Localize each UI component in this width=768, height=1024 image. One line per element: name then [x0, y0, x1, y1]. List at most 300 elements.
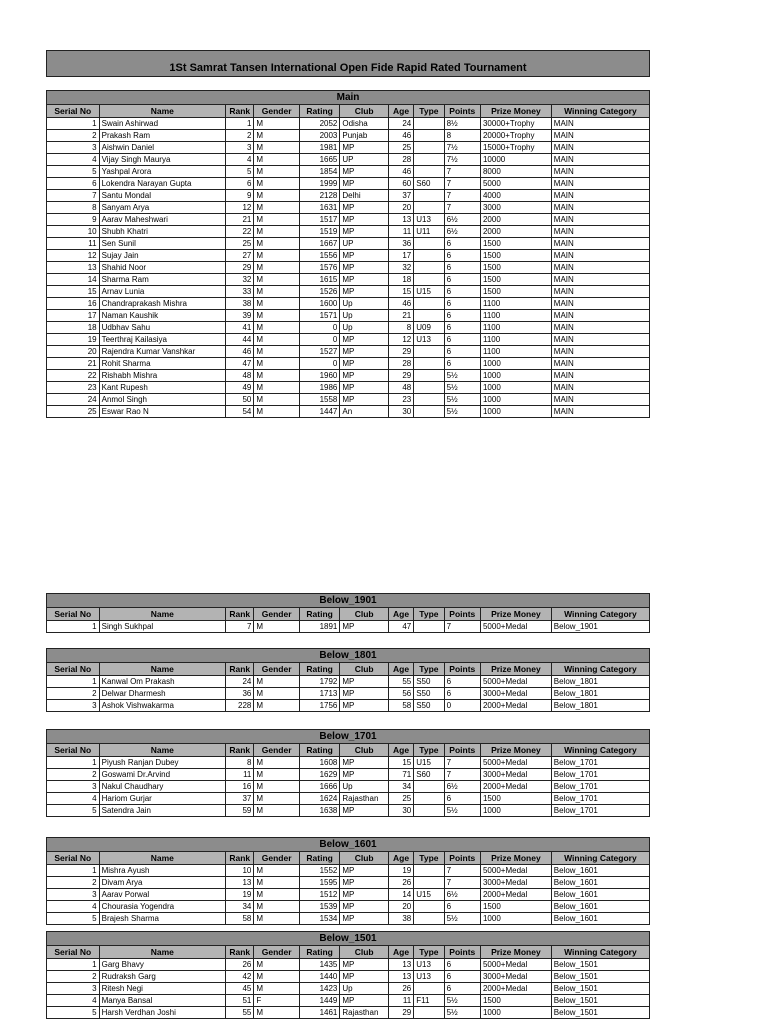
- column-header: Gender: [254, 744, 300, 757]
- table-cell: Kant Rupesh: [99, 382, 225, 394]
- table-cell: 1960: [299, 370, 339, 382]
- table-cell: 29: [388, 346, 413, 358]
- table-cell: [414, 913, 444, 925]
- table-cell: MP: [340, 901, 389, 913]
- table-cell: MP: [340, 769, 389, 781]
- table-cell: Piyush Ranjan Dubey: [99, 757, 225, 769]
- table-cell: M: [254, 406, 300, 418]
- table-cell: 19: [388, 865, 413, 877]
- table-cell: 8000: [480, 166, 551, 178]
- table-cell: 7½: [444, 142, 480, 154]
- table-cell: 15: [47, 286, 100, 298]
- column-header: Points: [444, 105, 480, 118]
- column-header: Gender: [254, 852, 300, 865]
- table-cell: U13: [414, 214, 444, 226]
- table-cell: MAIN: [551, 250, 649, 262]
- table-row: [47, 913, 650, 925]
- table-cell: 5000: [480, 178, 551, 190]
- table-cell: 1595: [299, 877, 339, 889]
- table-cell: 44: [226, 334, 254, 346]
- table-cell: Rajasthan: [340, 1007, 389, 1019]
- table-cell: [414, 142, 444, 154]
- table-cell: Hariom Gurjar: [99, 793, 225, 805]
- table-cell: U13: [414, 959, 444, 971]
- table-cell: 2000: [480, 226, 551, 238]
- table-cell: Aishwin Daniel: [99, 142, 225, 154]
- table-cell: 1792: [299, 676, 339, 688]
- table-cell: 1665: [299, 154, 339, 166]
- table-cell: 13: [226, 877, 254, 889]
- table-cell: MP: [340, 865, 389, 877]
- table-cell: 1100: [480, 334, 551, 346]
- header-row: [47, 608, 650, 621]
- table-cell: 2000+Medal: [480, 781, 551, 793]
- column-header: Name: [99, 852, 225, 865]
- column-header: Prize Money: [480, 663, 551, 676]
- table-cell: 1713: [299, 688, 339, 700]
- table-cell: Below_1801: [551, 676, 649, 688]
- table-cell: 1500: [480, 250, 551, 262]
- table-cell: M: [254, 394, 300, 406]
- table-cell: 7: [444, 202, 480, 214]
- table-cell: M: [254, 889, 300, 901]
- table-row: [47, 190, 650, 202]
- table-cell: M: [254, 190, 300, 202]
- table-cell: 5: [47, 805, 100, 817]
- table-row: [47, 971, 650, 983]
- table-cell: MP: [340, 346, 389, 358]
- table-cell: UP: [340, 238, 389, 250]
- table-cell: 7: [444, 166, 480, 178]
- table-cell: 16: [47, 298, 100, 310]
- table-row: [47, 178, 650, 190]
- table-cell: 26: [388, 877, 413, 889]
- table-cell: MP: [340, 700, 389, 712]
- column-header: Type: [414, 744, 444, 757]
- table-cell: Mishra Ayush: [99, 865, 225, 877]
- table-cell: 1519: [299, 226, 339, 238]
- section-below-1801: [46, 648, 650, 712]
- table-cell: 37: [226, 793, 254, 805]
- table-cell: 6½: [444, 214, 480, 226]
- table-cell: Yashpal Arora: [99, 166, 225, 178]
- table-cell: 29: [388, 370, 413, 382]
- table-cell: Garg Bhavy: [99, 959, 225, 971]
- table-cell: Below_1601: [551, 865, 649, 877]
- table-cell: MAIN: [551, 190, 649, 202]
- table-cell: 2: [47, 971, 100, 983]
- table-row: [47, 370, 650, 382]
- table-cell: 1100: [480, 322, 551, 334]
- table-cell: M: [254, 805, 300, 817]
- table-cell: 55: [388, 676, 413, 688]
- column-header: Name: [99, 744, 225, 757]
- table-cell: Naman Kaushik: [99, 310, 225, 322]
- table-cell: Up: [340, 983, 389, 995]
- table-cell: Sharma Ram: [99, 274, 225, 286]
- column-header: Type: [414, 608, 444, 621]
- table-cell: 1527: [299, 346, 339, 358]
- table-cell: 1891: [299, 621, 339, 633]
- column-header: Prize Money: [480, 744, 551, 757]
- table-cell: 1100: [480, 310, 551, 322]
- table-row: [47, 805, 650, 817]
- column-header: Club: [340, 744, 389, 757]
- table-cell: 14: [47, 274, 100, 286]
- table-cell: M: [254, 793, 300, 805]
- table-cell: 7: [444, 769, 480, 781]
- table-cell: Below_1701: [551, 769, 649, 781]
- table-cell: 0: [299, 334, 339, 346]
- table-cell: 1500: [480, 286, 551, 298]
- table-cell: 7: [47, 190, 100, 202]
- table-cell: M: [254, 382, 300, 394]
- table-cell: 58: [226, 913, 254, 925]
- table-cell: 30: [388, 406, 413, 418]
- table-cell: 47: [388, 621, 413, 633]
- table-cell: Up: [340, 310, 389, 322]
- table-cell: MAIN: [551, 310, 649, 322]
- table-cell: Rishabh Mishra: [99, 370, 225, 382]
- table-cell: 1756: [299, 700, 339, 712]
- table-cell: 1447: [299, 406, 339, 418]
- table-cell: 27: [226, 250, 254, 262]
- table-cell: 8: [444, 130, 480, 142]
- table-cell: 23: [47, 382, 100, 394]
- table-cell: 36: [388, 238, 413, 250]
- table-cell: M: [254, 334, 300, 346]
- table-cell: MAIN: [551, 274, 649, 286]
- table-cell: 26: [226, 959, 254, 971]
- table-cell: 18: [47, 322, 100, 334]
- table-cell: 5: [47, 913, 100, 925]
- table-cell: Below_1501: [551, 959, 649, 971]
- table-cell: 29: [388, 1007, 413, 1019]
- table-cell: [414, 358, 444, 370]
- table-row: [47, 769, 650, 781]
- table-cell: Below_1601: [551, 913, 649, 925]
- table-cell: [414, 781, 444, 793]
- table-cell: MAIN: [551, 154, 649, 166]
- table-cell: Below_1901: [551, 621, 649, 633]
- table-cell: Rajasthan: [340, 793, 389, 805]
- table-cell: 46: [388, 298, 413, 310]
- table-cell: MP: [340, 286, 389, 298]
- table-cell: 24: [226, 676, 254, 688]
- table-cell: MP: [340, 688, 389, 700]
- table-cell: Sanyam Arya: [99, 202, 225, 214]
- table-cell: 1512: [299, 889, 339, 901]
- table-cell: Aarav Maheshwari: [99, 214, 225, 226]
- table-cell: 45: [226, 983, 254, 995]
- table-cell: 25: [47, 406, 100, 418]
- table-cell: 13: [47, 262, 100, 274]
- table-cell: 6: [226, 178, 254, 190]
- section-below-1901: [46, 593, 650, 633]
- table-cell: 1: [47, 118, 100, 130]
- table-cell: 39: [226, 310, 254, 322]
- table-cell: MP: [340, 889, 389, 901]
- column-header: Rank: [226, 946, 254, 959]
- column-header: Rating: [299, 105, 339, 118]
- table-cell: 1615: [299, 274, 339, 286]
- table-cell: 4: [47, 154, 100, 166]
- table-cell: Arnav Lunia: [99, 286, 225, 298]
- table-cell: MP: [340, 805, 389, 817]
- table-cell: Below_1501: [551, 971, 649, 983]
- table-cell: 5½: [444, 382, 480, 394]
- table-cell: MP: [340, 971, 389, 983]
- table-cell: 7: [444, 877, 480, 889]
- table-cell: 0: [299, 322, 339, 334]
- table-row: [47, 757, 650, 769]
- column-header: Points: [444, 744, 480, 757]
- table-cell: 1624: [299, 793, 339, 805]
- column-header: Name: [99, 663, 225, 676]
- header-row: [47, 663, 650, 676]
- table-cell: MAIN: [551, 358, 649, 370]
- section-heading: Below_1701: [46, 729, 650, 743]
- table-cell: 5½: [444, 394, 480, 406]
- column-header: Club: [340, 105, 389, 118]
- table-cell: MP: [340, 166, 389, 178]
- column-header: Points: [444, 946, 480, 959]
- table-cell: [414, 250, 444, 262]
- table-cell: 10: [226, 865, 254, 877]
- table-cell: 2052: [299, 118, 339, 130]
- table-cell: 46: [226, 346, 254, 358]
- table-cell: [414, 238, 444, 250]
- table-cell: 20: [47, 346, 100, 358]
- table-cell: MAIN: [551, 262, 649, 274]
- table-cell: 4: [226, 154, 254, 166]
- table-cell: 1: [47, 865, 100, 877]
- table-cell: Ashok Vishwakarma: [99, 700, 225, 712]
- table-cell: MP: [340, 676, 389, 688]
- table-cell: Shahid Noor: [99, 262, 225, 274]
- table-cell: MP: [340, 142, 389, 154]
- section-below-1601: [46, 837, 650, 925]
- column-header: Points: [444, 852, 480, 865]
- table-cell: 5½: [444, 913, 480, 925]
- table-cell: 2: [47, 769, 100, 781]
- section-below-1501: [46, 931, 650, 1019]
- column-header: Rank: [226, 608, 254, 621]
- table-cell: MP: [340, 202, 389, 214]
- table-cell: Chourasia Yogendra: [99, 901, 225, 913]
- table-row: [47, 865, 650, 877]
- table-cell: 6: [47, 178, 100, 190]
- table-row: [47, 1007, 650, 1019]
- table-cell: 16: [226, 781, 254, 793]
- table-cell: 6: [444, 298, 480, 310]
- table-cell: U13: [414, 334, 444, 346]
- table-cell: MAIN: [551, 298, 649, 310]
- table-cell: MAIN: [551, 346, 649, 358]
- table-cell: Up: [340, 781, 389, 793]
- table-cell: 4000: [480, 190, 551, 202]
- table-cell: 6: [444, 358, 480, 370]
- table-cell: 20000+Trophy: [480, 130, 551, 142]
- table-cell: Delwar Dharmesh: [99, 688, 225, 700]
- table-cell: 1666: [299, 781, 339, 793]
- table-cell: 1: [226, 118, 254, 130]
- table-cell: MAIN: [551, 286, 649, 298]
- column-header: Club: [340, 852, 389, 865]
- table-cell: 1629: [299, 769, 339, 781]
- table-cell: 2000: [480, 214, 551, 226]
- column-header: Club: [340, 663, 389, 676]
- table-cell: 1423: [299, 983, 339, 995]
- table-row: [47, 202, 650, 214]
- table-cell: 36: [226, 688, 254, 700]
- table-cell: 1539: [299, 901, 339, 913]
- table-cell: MP: [340, 913, 389, 925]
- table-cell: 1500: [480, 901, 551, 913]
- table-cell: 11: [226, 769, 254, 781]
- column-header: Age: [388, 663, 413, 676]
- table-cell: 4: [47, 793, 100, 805]
- table-cell: 13: [388, 971, 413, 983]
- table-cell: 9: [47, 214, 100, 226]
- table-cell: M: [254, 757, 300, 769]
- table-row: [47, 310, 650, 322]
- table-cell: 1: [47, 757, 100, 769]
- table-cell: 1000: [480, 382, 551, 394]
- table-cell: M: [254, 238, 300, 250]
- column-header: Name: [99, 608, 225, 621]
- table-cell: 1638: [299, 805, 339, 817]
- table-cell: MP: [340, 877, 389, 889]
- column-header: Serial No: [47, 744, 100, 757]
- table-cell: Singh Sukhpal: [99, 621, 225, 633]
- table-cell: 5: [226, 166, 254, 178]
- section-heading: Below_1601: [46, 837, 650, 851]
- column-header: Winning Category: [551, 105, 649, 118]
- table-cell: 6: [444, 238, 480, 250]
- table-cell: MAIN: [551, 322, 649, 334]
- table-cell: MAIN: [551, 238, 649, 250]
- results-table: [46, 607, 650, 633]
- column-header: Type: [414, 105, 444, 118]
- table-cell: Delhi: [340, 190, 389, 202]
- table-cell: Prakash Ram: [99, 130, 225, 142]
- table-cell: 18: [388, 274, 413, 286]
- table-cell: M: [254, 274, 300, 286]
- table-cell: 12: [226, 202, 254, 214]
- table-cell: 1981: [299, 142, 339, 154]
- table-row: [47, 130, 650, 142]
- column-header: Gender: [254, 663, 300, 676]
- table-cell: M: [254, 370, 300, 382]
- table-cell: 6: [444, 346, 480, 358]
- table-cell: Ritesh Negi: [99, 983, 225, 995]
- column-header: Type: [414, 852, 444, 865]
- table-cell: 1000: [480, 394, 551, 406]
- table-cell: 5: [47, 1007, 100, 1019]
- column-header: Serial No: [47, 852, 100, 865]
- table-cell: Below_1501: [551, 1007, 649, 1019]
- table-cell: MAIN: [551, 142, 649, 154]
- table-cell: M: [254, 118, 300, 130]
- table-cell: Manya Bansal: [99, 995, 225, 1007]
- table-cell: 2000+Medal: [480, 889, 551, 901]
- column-header: Prize Money: [480, 608, 551, 621]
- page-title: 1St Samrat Tansen International Open Fide Rapid Rated Tournament: [46, 50, 650, 77]
- table-cell: M: [254, 310, 300, 322]
- table-cell: 37: [388, 190, 413, 202]
- table-cell: Rudraksh Garg: [99, 971, 225, 983]
- table-cell: An: [340, 406, 389, 418]
- column-header: Winning Category: [551, 608, 649, 621]
- table-row: [47, 358, 650, 370]
- column-header: Name: [99, 105, 225, 118]
- table-cell: 30000+Trophy: [480, 118, 551, 130]
- column-header: Club: [340, 608, 389, 621]
- results-table: [46, 851, 650, 925]
- table-cell: 3000+Medal: [480, 877, 551, 889]
- table-cell: 3: [47, 142, 100, 154]
- table-cell: MP: [340, 757, 389, 769]
- table-cell: M: [254, 358, 300, 370]
- table-cell: Below_1701: [551, 781, 649, 793]
- table-cell: 228: [226, 700, 254, 712]
- table-cell: 12: [47, 250, 100, 262]
- column-header: Winning Category: [551, 946, 649, 959]
- table-cell: MP: [340, 250, 389, 262]
- table-cell: MP: [340, 262, 389, 274]
- column-header: Name: [99, 946, 225, 959]
- column-header: Rating: [299, 608, 339, 621]
- table-cell: M: [254, 142, 300, 154]
- table-cell: [414, 262, 444, 274]
- table-cell: 20: [388, 202, 413, 214]
- table-cell: 34: [226, 901, 254, 913]
- table-cell: 1000: [480, 805, 551, 817]
- table-cell: Goswami Dr.Arvind: [99, 769, 225, 781]
- section-heading: Below_1901: [46, 593, 650, 607]
- table-cell: 34: [388, 781, 413, 793]
- table-row: [47, 262, 650, 274]
- table-cell: MP: [340, 394, 389, 406]
- table-cell: M: [254, 298, 300, 310]
- table-cell: Kanwal Om Prakash: [99, 676, 225, 688]
- table-cell: 5½: [444, 370, 480, 382]
- table-cell: [414, 166, 444, 178]
- table-cell: [414, 406, 444, 418]
- table-cell: 0: [299, 358, 339, 370]
- table-cell: 46: [388, 130, 413, 142]
- table-cell: 1449: [299, 995, 339, 1007]
- table-cell: 7: [444, 865, 480, 877]
- table-cell: 5000+Medal: [480, 865, 551, 877]
- table-cell: 6: [444, 334, 480, 346]
- table-cell: 1600: [299, 298, 339, 310]
- table-cell: [414, 805, 444, 817]
- table-cell: MAIN: [551, 130, 649, 142]
- table-cell: 1100: [480, 346, 551, 358]
- table-row: [47, 394, 650, 406]
- table-cell: [414, 190, 444, 202]
- results-table: [46, 945, 650, 1019]
- table-cell: 14: [388, 889, 413, 901]
- table-cell: [414, 382, 444, 394]
- table-cell: 2000+Medal: [480, 983, 551, 995]
- table-cell: Below_1601: [551, 877, 649, 889]
- table-cell: 55: [226, 1007, 254, 1019]
- table-cell: 2: [47, 877, 100, 889]
- table-cell: S60: [414, 769, 444, 781]
